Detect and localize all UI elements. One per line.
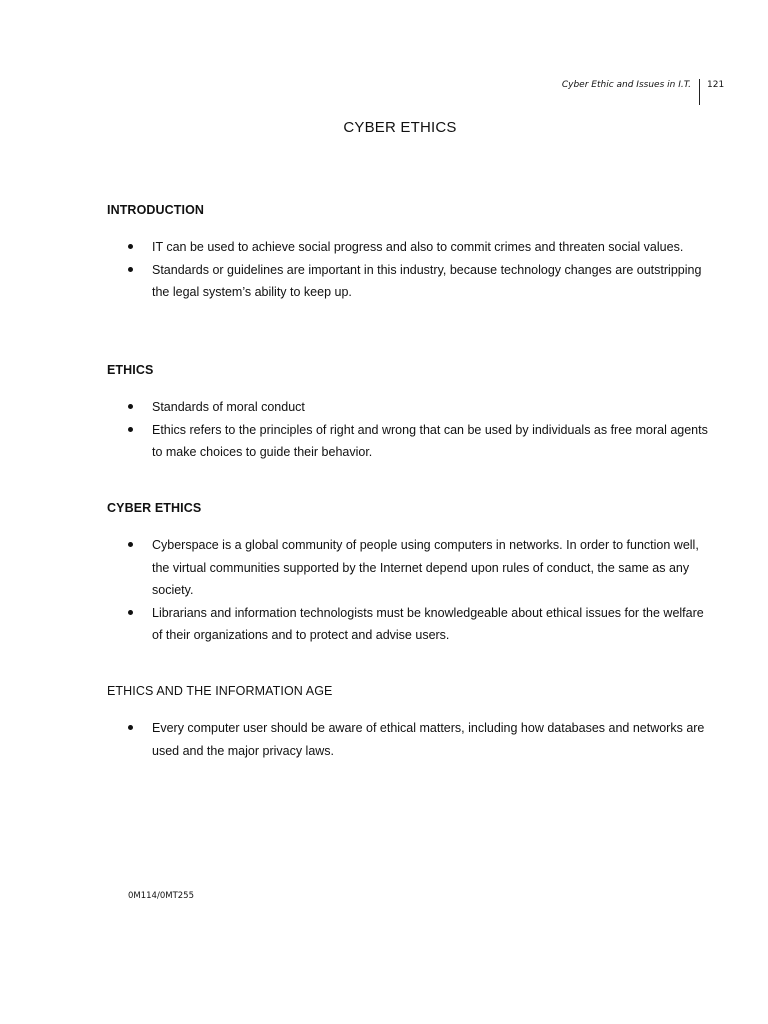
section-cyber-ethics [107, 500, 707, 647]
list-item-text: Ethics refers to the principles of right and wrong that can be used by individuals as free moral agents to make choices to guide their behavior. [152, 422, 708, 459]
list-item [107, 259, 712, 304]
list-item-text: Librarians and information technologists must be knowledgeable about ethical issues for the welfare of their organizations and to protect and advise users. [152, 605, 704, 642]
list-item-text: Every computer user should be aware of ethical matters, including how databases and networks are used and the major privacy laws. [152, 721, 705, 758]
list-item-text: Standards of moral conduct [152, 400, 305, 414]
list-item-text: Standards or guidelines are important in this industry, because technology changes are outstripping the legal system’s ability to keep up. [152, 262, 702, 299]
bullet-list [107, 717, 707, 762]
section-heading: INTRODUCTION [107, 203, 205, 217]
bullet-icon [128, 267, 133, 272]
section-heading: ETHICS [107, 363, 154, 377]
bullet-list [107, 396, 707, 464]
section-ethics-information-age [107, 683, 707, 762]
course-code-footer: 0M114/0MT255 [128, 891, 194, 901]
bullet-list [107, 534, 707, 647]
page-title: CYBER ETHICS [343, 119, 457, 136]
list-item [107, 236, 712, 259]
running-header [0, 79, 768, 105]
bullet-icon [128, 610, 133, 615]
list-item-text: IT can be used to achieve social progress and also to commit crimes and threaten social values. [152, 240, 684, 254]
bullet-list [107, 236, 707, 304]
bullet-icon [128, 427, 133, 432]
list-item [107, 717, 712, 762]
list-item [107, 396, 712, 419]
list-item-text: Cyberspace is a global community of people using computers in networks. In order to function well, the virtual communities supported by the Internet depend upon rules of conduct, the same as any society. [152, 538, 699, 597]
header-divider [699, 79, 700, 105]
list-item [107, 602, 712, 647]
section-heading: ETHICS AND THE INFORMATION AGE [107, 684, 333, 698]
bullet-icon [128, 725, 133, 730]
list-item [107, 534, 712, 602]
bullet-icon [128, 404, 133, 409]
list-item [107, 419, 712, 464]
page-number: 121 [707, 80, 725, 90]
section-heading: CYBER ETHICS [107, 501, 202, 515]
running-header-title: Cyber Ethic and Issues in I.T. [561, 80, 691, 90]
bullet-icon [128, 542, 133, 547]
section-introduction [107, 202, 707, 304]
bullet-icon [128, 244, 133, 249]
section-ethics [107, 362, 707, 464]
